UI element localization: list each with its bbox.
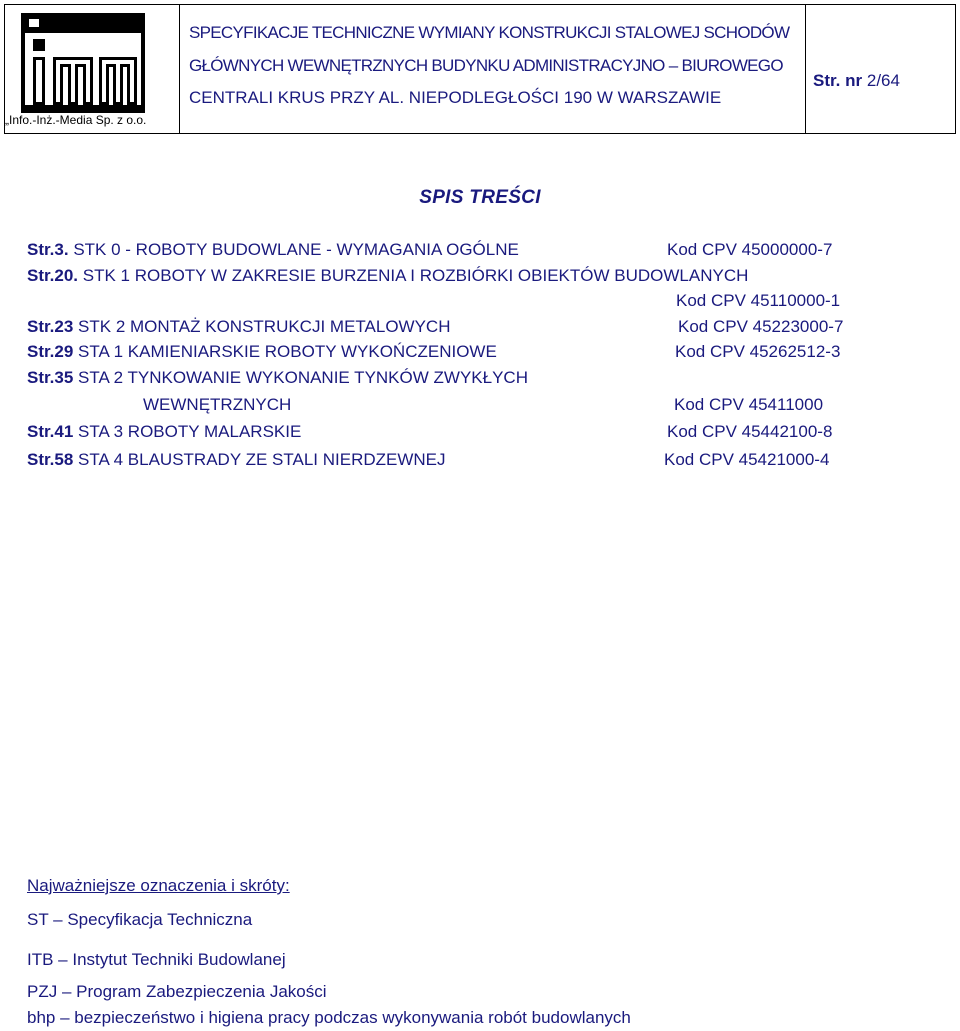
- toc-entry-page: Str.35: [27, 368, 74, 387]
- abbreviation-item: PZJ – Program Zabezpieczenia Jakości: [27, 982, 327, 1001]
- toc-entry-page: Str.20.: [27, 266, 79, 285]
- toc-entry-text: STA 3 ROBOTY MALARSKIE: [73, 422, 302, 441]
- toc-entry-code: Kod CPV 45223000-7: [678, 317, 844, 336]
- page-number-value: 2/64: [866, 71, 900, 90]
- toc-entry-code: Kod CPV 45411000: [674, 395, 824, 414]
- title-line: GŁÓWNYCH WEWNĘTRZNYCH BUDYNKU ADMINISTRACYJNO – BIUROWEGO: [189, 56, 783, 75]
- logo-cell: [5, 5, 179, 133]
- toc-entry-text: STA 2 TYNKOWANIE WYKONANIE TYNKÓW ZWYKŁYCH: [73, 368, 528, 387]
- toc-entry-page: Str.23: [27, 317, 74, 336]
- document-title: [181, 5, 805, 133]
- toc-entry: [27, 342, 497, 362]
- page-number-label: Str. nr: [813, 71, 863, 90]
- toc-entry-page: Str.58: [27, 450, 74, 469]
- toc-entry-code: Kod CPV 45000000-7: [667, 240, 833, 259]
- toc-entry: [27, 368, 528, 388]
- page-number-cell: [807, 5, 955, 133]
- toc-entry-continuation: WEWNĘTRZNYCH: [143, 395, 292, 414]
- abbreviation-item: ST – Specyfikacja Techniczna: [27, 910, 253, 929]
- toc-entry: [27, 422, 301, 442]
- toc-entry-page: Str.41: [27, 422, 74, 441]
- document-header: [4, 4, 956, 134]
- toc-entry: [27, 240, 519, 260]
- toc-entry-page: Str.29: [27, 342, 74, 361]
- toc-entry-code: Kod CPV 45442100-8: [667, 422, 833, 441]
- abbreviations-title: Najważniejsze oznaczenia i skróty:: [27, 876, 290, 895]
- page-number: [813, 71, 900, 91]
- toc-entry: [27, 317, 450, 337]
- toc-title: SPIS TREŚCI: [419, 187, 541, 208]
- toc-entry-code: Kod CPV 45110000-1: [676, 291, 841, 310]
- title-line: CENTRALI KRUS PRZY AL. NIEPODLEGŁOŚCI 190 W WARSZAWIE: [189, 88, 722, 107]
- header-divider: [805, 5, 806, 133]
- header-divider: [179, 5, 180, 133]
- toc-entry: [27, 450, 446, 470]
- company-name: „Info.-Inż.-Media Sp. z o.o.: [5, 113, 147, 127]
- toc-entry-text: STK 1 ROBOTY W ZAKRESIE BURZENIA I ROZBIÓRKI OBIEKTÓW BUDOWLANYCH: [78, 266, 749, 285]
- toc-entry-code: Kod CPV 45262512-3: [675, 342, 841, 361]
- toc-entry-text: STA 1 KAMIENIARSKIE ROBOTY WYKOŃCZENIOWE: [73, 342, 497, 361]
- toc-entry: [27, 266, 748, 286]
- toc-entry-text: STA 4 BLAUSTRADY ZE STALI NIERDZEWNEJ: [73, 450, 446, 469]
- toc-entry-text: STK 0 - ROBOTY BUDOWLANE - WYMAGANIA OGÓLNE: [68, 240, 519, 259]
- toc-entry-page: Str.3.: [27, 240, 69, 259]
- company-logo-icon: [21, 13, 145, 113]
- toc-entry-text: STK 2 MONTAŻ KONSTRUKCJI METALOWYCH: [73, 317, 451, 336]
- toc-entry-code: Kod CPV 45421000-4: [664, 450, 830, 469]
- title-line: SPECYFIKACJE TECHNICZNE WYMIANY KONSTRUKCJI STALOWEJ SCHODÓW: [189, 23, 790, 42]
- abbreviation-item: ITB – Instytut Techniki Budowlanej: [27, 950, 286, 969]
- abbreviation-item: bhp – bezpieczeństwo i higiena pracy podczas wykonywania robót budowlanych: [27, 1008, 631, 1027]
